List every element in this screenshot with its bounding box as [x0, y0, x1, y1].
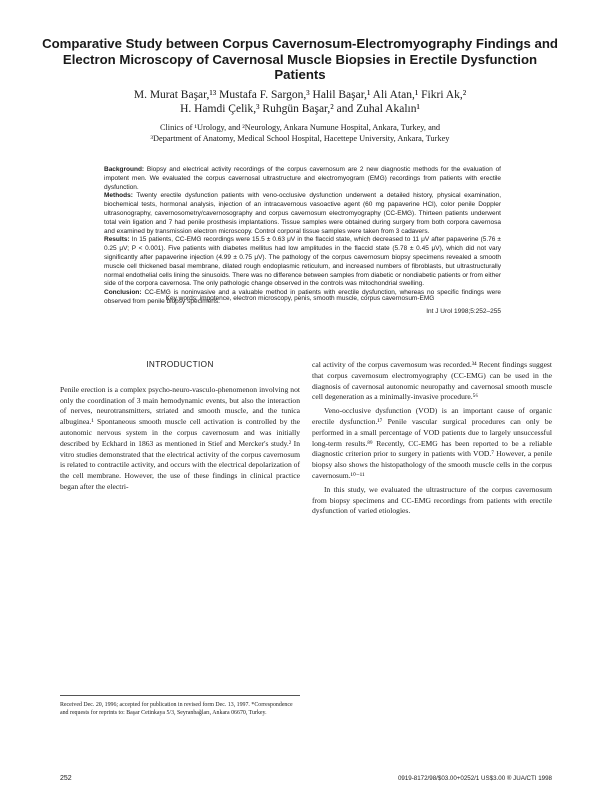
- author-list: [40, 88, 560, 116]
- paragraph: Veno-occlusive dysfunction (VOD) is an important cause of organic erectile dysfunction.¹⁷ Penile vascular surgical procedures can only be performed in a small percentage of VOD patients due to largely unsuccessful long-term results.⁸⁹ Recently, CC-EMG has been reported to be a reliable diagnostic criterion prior to surgery in patients with VOD.⁷ However, a penile biopsy also shows the histopathology of the smooth muscle cells in the corpus cavernosum.¹⁰⁻¹¹: [312, 406, 552, 480]
- paragraph: Penile erection is a complex psycho-neuro-vasculo-phenomenon involving not only the coordination of 3 main hemodynamic events, but also the interaction of nerves, neurotransmitters, striated and smooth muscle, and the tunica albuginea.¹ Spontaneous smooth muscle cell activation is controlled by the autonomic nervous system in the corpus cavernosum and was initially described by Eckhard in 1863 as mentioned in Stief and Mercker's study.² In vitro studies demonstrated that the electrical activity of the corpus cavernosum is related to contractile activity, and occurs with the electrical depolarization of the cell membrane. However, the use of these findings in clinical practice began after the electri-: [60, 384, 300, 491]
- author-line-1: M. Murat Başar,¹³ Mustafa F. Sargon,³ Halil Başar,¹ Ali Atan,¹ Fikri Ak,²: [133, 89, 467, 101]
- background-text: Biopsy and electrical activity recordings of the corpus cavernosum are 2 new diagnostic methods for the evaluation of impotent men. We evaluated the corpus cavernosal ultrastructure and electromyogram (EMG) recordings from patients with erectile dysfunction.: [104, 166, 501, 191]
- results-text: In 15 patients, CC-EMG recordings were 15.5 ± 0.63 μV in the flaccid state, which decreased to 11 μV after papaverine (5.76 ± 0.25 μV; P < 0.001). Five patients with diabetes mellitus had low amplitudes in the flaccid state (5.78 ± 0.45 μV), which did not vary significantly after papaverine injection (4.99 ± 0.75 μV). The pathology of the corpus cavernosum biopsy specimens revealed a smooth muscle cell thickened basal membrane, dilated rough endoplasmic reticulum, and increased numbers of fibroblasts, but ultrastructurally normal endothelial cells lining the sinusoids. There was no difference between samples from diabetic or nondiabetic patients or from either side of the corpora cavernosa. The only pathologic change observed in the controls was mitochondrial swelling.: [104, 236, 502, 288]
- affiliation-line-1: Clinics of ¹Urology, and ²Neurology, Ankara Numune Hospital, Ankara, Turkey, and: [159, 123, 441, 132]
- author-line-2: H. Hamdi Çelik,³ Ruhgün Başar,² and Zuhal Akalın¹: [180, 103, 420, 115]
- conclusion-text: CC-EMG is noninvasive and a valuable method in patients with erectile dysfunction, whereas no specific findings were observed from penile biopsy specimens.: [104, 289, 501, 305]
- affiliations: [55, 122, 545, 144]
- background-label: Background:: [104, 166, 145, 173]
- footnote: Received Dec. 20, 1996; accepted for publication in revised form Dec. 13, 1997. *Correspondence and requests for reprints to: Başar Cetinkaya 5/3, Seyranbağları, Ankara 06670, Turkey.: [60, 695, 300, 717]
- right-column: [312, 360, 552, 517]
- abstract-results: [104, 236, 501, 289]
- journal-citation: Int J Urol 1998;5:252–255: [426, 307, 501, 315]
- article-title: Comparative Study between Corpus Cavernosum-Electromyography Findings and Electron Microscopy of Cavernosal Muscle Biopsies in Erectile Dysfunction Patients: [42, 36, 558, 82]
- paragraph: cal activity of the corpus cavernosum was recorded.³⁴ Recent findings suggest that corpus cavernosum electromyography (CC-EMG) can be used in the diagnosis of cavernosal autonomic neuropathy and cavernosal smooth muscle cell degeneration as a minimally-invasive procedure.⁵⁶: [312, 360, 552, 402]
- affiliation-line-2: ³Department of Anatomy, Medical School Hospital, Hacettepe University, Ankara, Turkey: [150, 134, 450, 143]
- keywords: Key words: impotence, electron microscopy, penis, smooth muscle, corpus cavernosum-EMG: [165, 295, 435, 302]
- section-heading-introduction: INTRODUCTION: [146, 360, 214, 369]
- abstract-methods: [104, 192, 501, 236]
- issn-line: 0919-8172/98/$03.00+0252/1 US$3.00 ® JUA/CTI 1998: [397, 775, 552, 782]
- paragraph: In this study, we evaluated the ultrastructure of the corpus cavernosum from biopsy specimens and CC-EMG recordings from patients with erectile dysfunction of varied etiologies.: [312, 484, 552, 516]
- abstract-background: [104, 166, 501, 192]
- methods-label: Methods:: [104, 192, 133, 200]
- methods-text: Twenty erectile dysfunction patients with veno-occlusive dysfunction underwent a detailed history, physical examination, biochemical tests, hormonal analysis, injection of an intracavernous vasoactive agent (60 mg papaverine HCl), color penile Doppler ultrasonography, cavernosometry/cavernosography and corpus cavernosum electromyography (CC-EMG). Thirteen patients underwent total vein ligation and 7 had penile prosthesis implantations. Tissue samples were obtained during surgery from both corpora cavernosa and examined by transmission electron microscopy. Control corporal tissue samples were taken from 3 cadavers.: [104, 192, 501, 235]
- conclusion-label: Conclusion:: [104, 289, 142, 297]
- left-column: [60, 360, 300, 493]
- results-label: Results:: [104, 236, 130, 244]
- abstract: [104, 166, 501, 317]
- page-number: 252: [60, 775, 72, 782]
